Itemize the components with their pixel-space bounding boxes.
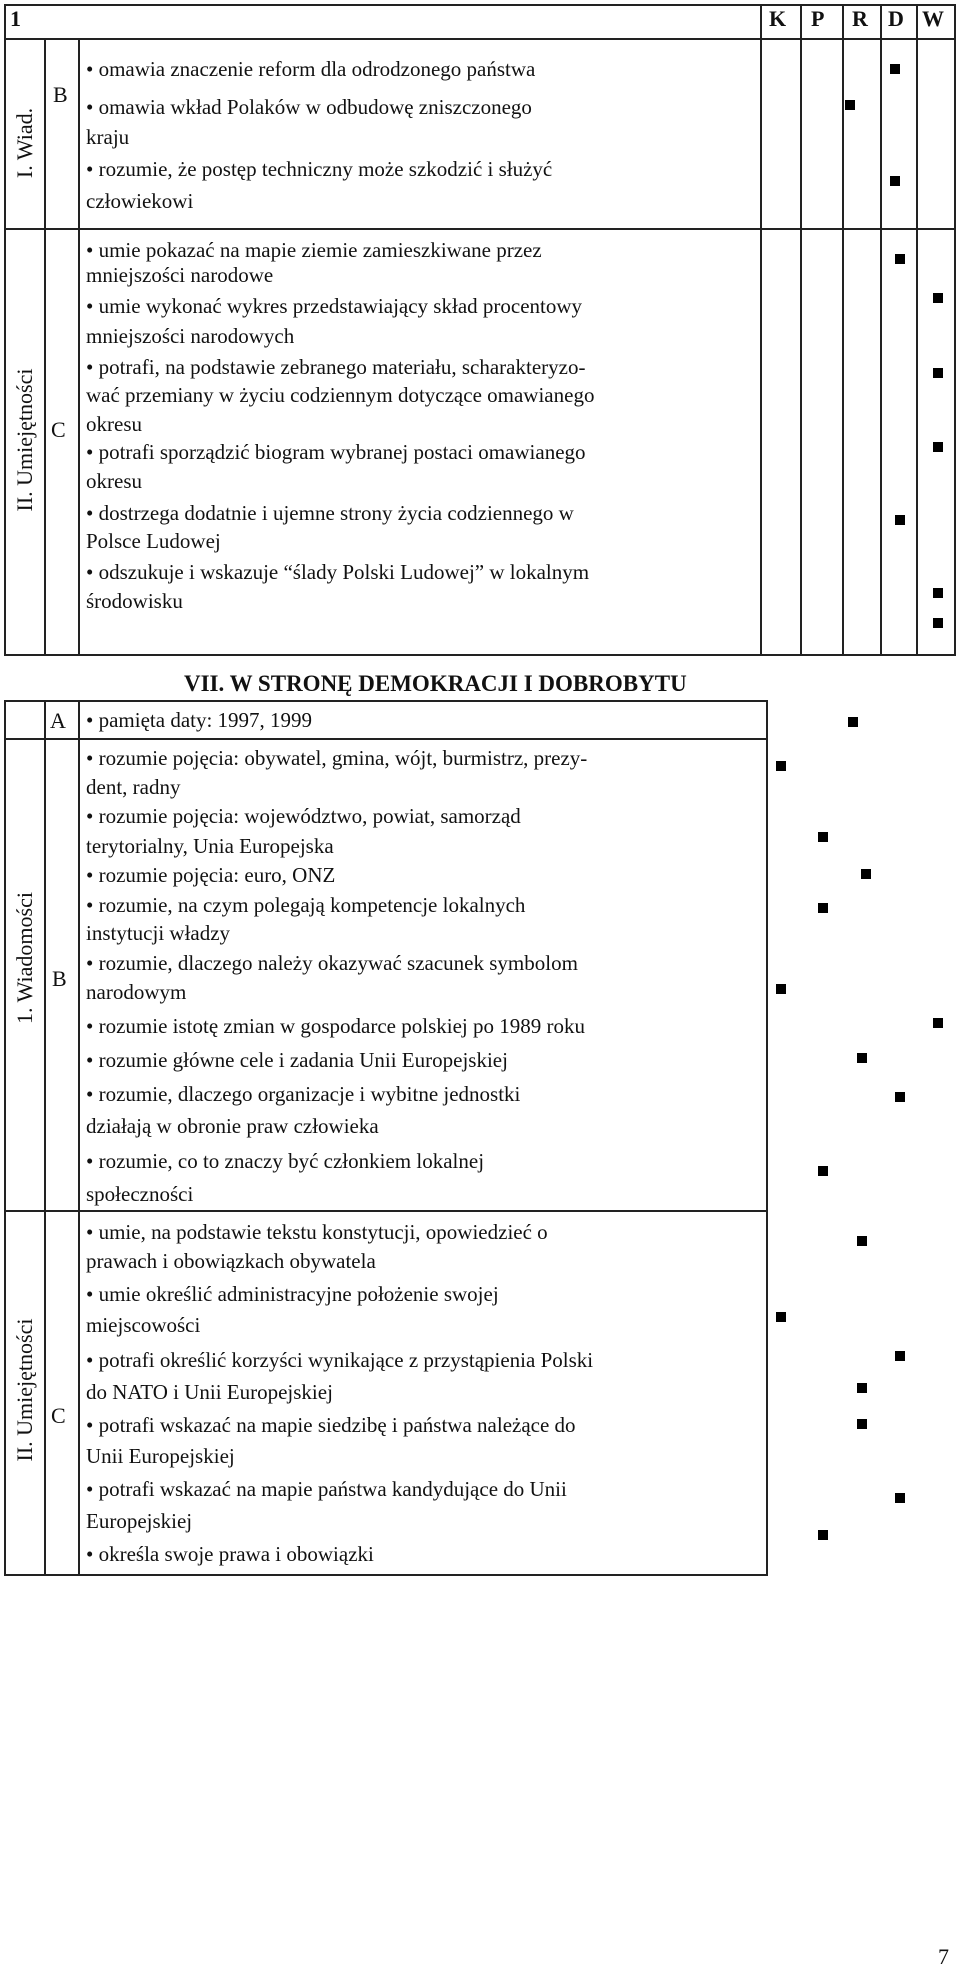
list-line: Europejskiej <box>86 1509 193 1533</box>
rule <box>4 1210 768 1212</box>
list-line: • potrafi, na podstawie zebranego materiału, scharakteryzo- <box>86 355 586 379</box>
rule <box>4 700 6 1576</box>
list-line: okresu <box>86 469 142 493</box>
marker-square <box>818 1530 828 1540</box>
list-line: • rozumie pojęcia: województwo, powiat, samorząd <box>86 804 521 828</box>
list-line: wać przemiany w życiu codziennym dotyczące omawianego <box>86 383 595 407</box>
list-line: • rozumie, dlaczego należy okazywać szacunek symbolom <box>86 951 578 975</box>
list-line: kraju <box>86 125 130 149</box>
list-line: okresu <box>86 412 142 436</box>
list-line: Unii Europejskiej <box>86 1444 235 1468</box>
list-line: instytucji władzy <box>86 921 231 945</box>
list-line: Polsce Ludowej <box>86 529 221 553</box>
list-line: narodowym <box>86 980 187 1004</box>
marker-square <box>933 442 943 452</box>
row-label-wiad: I. Wiad. <box>12 107 37 179</box>
header-number: 1 <box>10 6 21 31</box>
list-line: • rozumie, że postęp techniczny może szkodzić i służyć <box>86 157 553 181</box>
list-line: dent, radny <box>86 775 181 799</box>
list-line: • rozumie główne cele i zadania Unii Europejskiej <box>86 1048 508 1072</box>
marker-square <box>895 1092 905 1102</box>
category-c: C <box>51 1403 66 1428</box>
rule <box>44 700 46 1576</box>
list-line: • pamięta daty: 1997, 1999 <box>86 708 313 732</box>
marker-square <box>857 1419 867 1429</box>
marker-square <box>933 618 943 628</box>
list-line: • dostrzega dodatnie i ujemne strony życia codziennego w <box>86 501 574 525</box>
marker-square <box>895 254 905 264</box>
marker-square <box>895 1493 905 1503</box>
list-line: miejscowości <box>86 1313 201 1337</box>
rule <box>4 738 768 740</box>
rule <box>4 38 956 40</box>
marker-square <box>861 869 871 879</box>
header-col-w: W <box>922 6 944 31</box>
rule <box>766 700 768 1576</box>
list-line: • potrafi wskazać na mapie państwa kandydujące do Unii <box>86 1477 567 1501</box>
page-number: 7 <box>938 1944 949 1969</box>
list-line: • rozumie pojęcia: euro, ONZ <box>86 863 336 887</box>
marker-square <box>857 1383 867 1393</box>
header-col-p: P <box>811 6 825 31</box>
marker-square <box>848 717 858 727</box>
list-line: • odszukuje i wskazuje “ślady Polski Ludowej” w lokalnym <box>86 560 590 584</box>
section-title: VII. W STRONĘ DEMOKRACJI I DOBROBYTU <box>184 671 687 696</box>
rule <box>4 654 956 656</box>
list-line: • umie określić administracyjne położenie swojej <box>86 1282 499 1306</box>
list-line: • omawia znaczenie reform dla odrodzonego państwa <box>86 57 536 81</box>
rule <box>880 4 882 656</box>
rule <box>4 4 6 656</box>
category-c: C <box>51 417 66 442</box>
list-line: terytorialny, Unia Europejska <box>86 834 334 858</box>
marker-square <box>845 100 855 110</box>
list-line: prawach i obowiązkach obywatela <box>86 1249 376 1273</box>
marker-square <box>933 1018 943 1028</box>
marker-square <box>857 1236 867 1246</box>
list-line: mniejszości narodowe <box>86 263 274 287</box>
category-b: B <box>52 966 67 991</box>
marker-square <box>895 515 905 525</box>
rule <box>842 4 844 656</box>
header-col-d: D <box>888 6 904 31</box>
row-label-wiadomosci: 1. Wiadomości <box>12 892 37 1024</box>
marker-square <box>857 1053 867 1063</box>
list-line: działają w obronie praw człowieka <box>86 1114 379 1138</box>
marker-square <box>933 293 943 303</box>
header-col-r: R <box>852 6 868 31</box>
list-line: • potrafi określić korzyści wynikające z przystąpienia Polski <box>86 1348 594 1372</box>
marker-square <box>895 1351 905 1361</box>
marker-square <box>776 984 786 994</box>
rule <box>4 1574 768 1576</box>
list-line: • umie pokazać na mapie ziemie zamieszkiwane przez <box>86 238 542 262</box>
marker-square <box>776 1312 786 1322</box>
list-line: społeczności <box>86 1182 194 1206</box>
row-label-umiejetnosci: II. Umiejętności <box>12 1318 37 1462</box>
list-line: mniejszości narodowych <box>86 324 295 348</box>
rule <box>800 4 802 656</box>
list-line: • umie wykonać wykres przedstawiający skład procentowy <box>86 294 583 318</box>
list-line: środowisku <box>86 589 183 613</box>
list-line: • potrafi sporządzić biogram wybranej postaci omawianego <box>86 440 586 464</box>
list-line: • omawia wkład Polaków w odbudowę zniszczonego <box>86 95 532 119</box>
header-col-k: K <box>769 6 787 31</box>
marker-square <box>818 903 828 913</box>
rule <box>760 4 762 656</box>
list-line: • rozumie pojęcia: obywatel, gmina, wójt, burmistrz, prezy- <box>86 746 588 770</box>
rule <box>954 4 956 656</box>
marker-square <box>933 588 943 598</box>
list-line: • rozumie, na czym polegają kompetencje lokalnych <box>86 893 526 917</box>
list-line: • umie, na podstawie tekstu konstytucji, opowiedzieć o <box>86 1220 548 1244</box>
rule <box>4 228 956 230</box>
list-line: do NATO i Unii Europejskiej <box>86 1380 333 1404</box>
marker-square <box>776 761 786 771</box>
marker-square <box>890 64 900 74</box>
rule <box>4 700 768 702</box>
marker-square <box>890 176 900 186</box>
list-line: • określa swoje prawa i obowiązki <box>86 1542 374 1566</box>
marker-square <box>818 832 828 842</box>
category-a: A <box>50 708 66 733</box>
list-line: • rozumie istotę zmian w gospodarce polskiej po 1989 roku <box>86 1014 585 1038</box>
rule <box>78 38 80 656</box>
list-line: człowiekowi <box>86 189 194 213</box>
rule <box>78 700 80 1576</box>
list-line: • rozumie, dlaczego organizacje i wybitne jednostki <box>86 1082 521 1106</box>
rule <box>44 38 46 656</box>
rule <box>916 4 918 656</box>
row-label-umiejetnosci: II. Umiejętności <box>12 368 37 512</box>
category-b: B <box>53 82 68 107</box>
marker-square <box>933 368 943 378</box>
list-line: • rozumie, co to znaczy być członkiem lokalnej <box>86 1149 485 1173</box>
marker-square <box>818 1166 828 1176</box>
list-line: • potrafi wskazać na mapie siedzibę i państwa należące do <box>86 1413 576 1437</box>
